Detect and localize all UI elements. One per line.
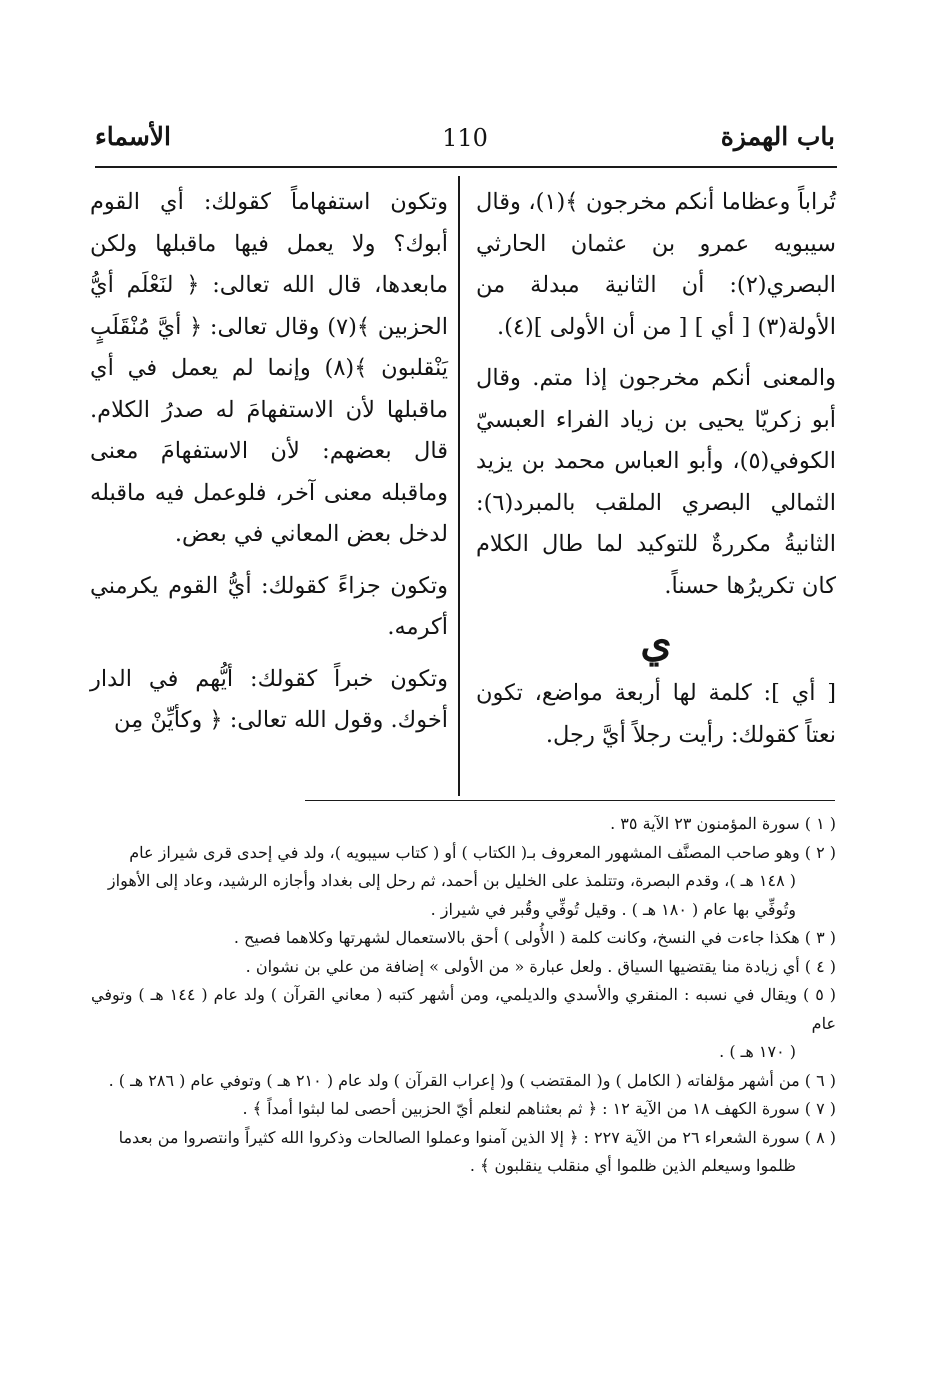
footnote-6: ( ٦ ) من أشهر مؤلفاته ( الكامل ) و( المقتضب ) و( إعراب القرآن ) ولد عام ( ٢١٠ هـ ) وتوفي عام ( ٢٨٦ هـ ) . (108, 1070, 836, 1090)
footnote-5: ( ٥ ) ويقال في نسبه : المنقري والأسدي والديلمي، ومن أشهر كتبه ( معاني القرآن ) ولد عام ( ١٤٤ هـ ) وتوفي عام (91, 985, 837, 1033)
footnote-1: ( ١ ) سورة المؤمنون ٢٣ الآية ٣٥ . (610, 814, 836, 833)
footnotes (91, 810, 836, 1181)
left-column (90, 182, 448, 742)
right-column (476, 182, 836, 756)
footnote-7: ( ٧ ) سورة الكهف ١٨ من الآية ١٢ : ﴿ ثم بعثناهم لنعلم أيّ الحزبين أحصى لما لبثوا أمداً ﴾ . (242, 1099, 836, 1118)
footnote-rule (305, 800, 835, 801)
left-paragraph-1: وتكون استفهاماً كقولك: أي القوم أبوك؟ ولا يعمل فيها ماقبلها ولكن مابعدها، قال الله تعالى: ﴿ لنَعْلَم أيُّ الحزبين ﴾(٧) وقال تعالى: ﴿ أيَّ مُنْقَلَبٍ يَنْقلبون ﴾(٨) وإنما لم يعمل في أي ماقبلها لأن الاستفهامَ له صدرُ الكلام. قال بعضهم: لأن الاستفهامَ معنى وماقبله معنى آخر، فلوعمل فيه ماقبله لدخل بعض المعاني في بعض. (90, 189, 448, 547)
footnote-4: ( ٤ ) أي زيادة منا يقتضيها السياق . ولعل عبارة « من الأولى » إضافة من علي بن نشوان . (245, 956, 836, 976)
footnote-2: ( ٢ ) وهو صاحب المصنَّف المشهور المعروف بـ( الكتاب ) أو ( كتاب سيبويه )، ولد في إحدى قرى شيراز عام (129, 842, 836, 862)
page-header (95, 122, 835, 162)
right-paragraph-1: تُراباً وعظاما أنكم مخرجون ﴾(١)، وقال سيبويه عمرو بن عثمان الحارثي البصري(٢): أن الثانية مبدلة من الأولة(٣) [ أي ] [ من أن الأولى ](٤). (476, 189, 836, 340)
footnote-5-continued: ( ١٧٠ هـ ) . (719, 1042, 796, 1061)
page-number: 110 (442, 124, 488, 152)
footnote-3: ( ٣ ) هكذا جاءت في النسخ، وكانت كلمة ( الأُولى ) أحق بالاستعمال لشهرتها وكلاهما فصيح . (233, 928, 836, 947)
column-divider (458, 176, 460, 796)
left-paragraph-3: وتكون خبراً كقولك: أيُّهم في الدار أخوك. وقول الله تعالى: ﴿ وكأيِّنْ مِن (90, 665, 448, 733)
right-paragraph-2: والمعنى أنكم مخرجون إذا متم. وقال أبو زكريّا يحيى بن زياد الفراء العبسيّ الكوفي(٥)، وأبو العباس محمد بن يزيد الثمالي البصري الملقب بالمبرد(٦): الثانيةُ مكررةٌ للتوكيد لما طال الكلام كان تكريرُها حسناً. (476, 365, 836, 599)
footnote-8: ( ٨ ) سورة الشعراء ٢٦ من الآية ٢٢٧ : ﴿ إلا الذين آمنوا وعملوا الصالحات وذكروا الله كثيراً وانتصروا من بعدما (118, 1127, 836, 1147)
header-rule (95, 166, 837, 168)
book-section-title: الأسماء (95, 122, 171, 151)
chapter-title: باب الهمزة (720, 122, 835, 151)
left-paragraph-2: وتكون جزاءً كقولك: أيُّ القوم يكرمني أكرمه. (90, 572, 448, 640)
right-paragraph-3: [ أي ]: كلمة لها أربعة مواضع، تكون نعتاً كقولك: رأيت رجلاً أيَّ رجل. (476, 680, 836, 748)
footnote-2-continued: ( ١٤٨ هـ )، وقدم البصرة، وتتلمذ على الخليل بن أحمد، ثم رحل إلى بغداد وأجازه الرشيد، وعاد إلى الأهواز (107, 871, 796, 890)
footnote-2-continued: وتُوفِّي بها عام ( ١٨٠ هـ ) . وقيل تُوفِّي وقُبر في شيراز . (430, 899, 796, 919)
footnote-8-continued: ظلموا وسيعلم الذين ظلموا أي منقلب ينقلبون ﴾ . (469, 1156, 796, 1175)
letter-heading: ي (640, 619, 672, 666)
